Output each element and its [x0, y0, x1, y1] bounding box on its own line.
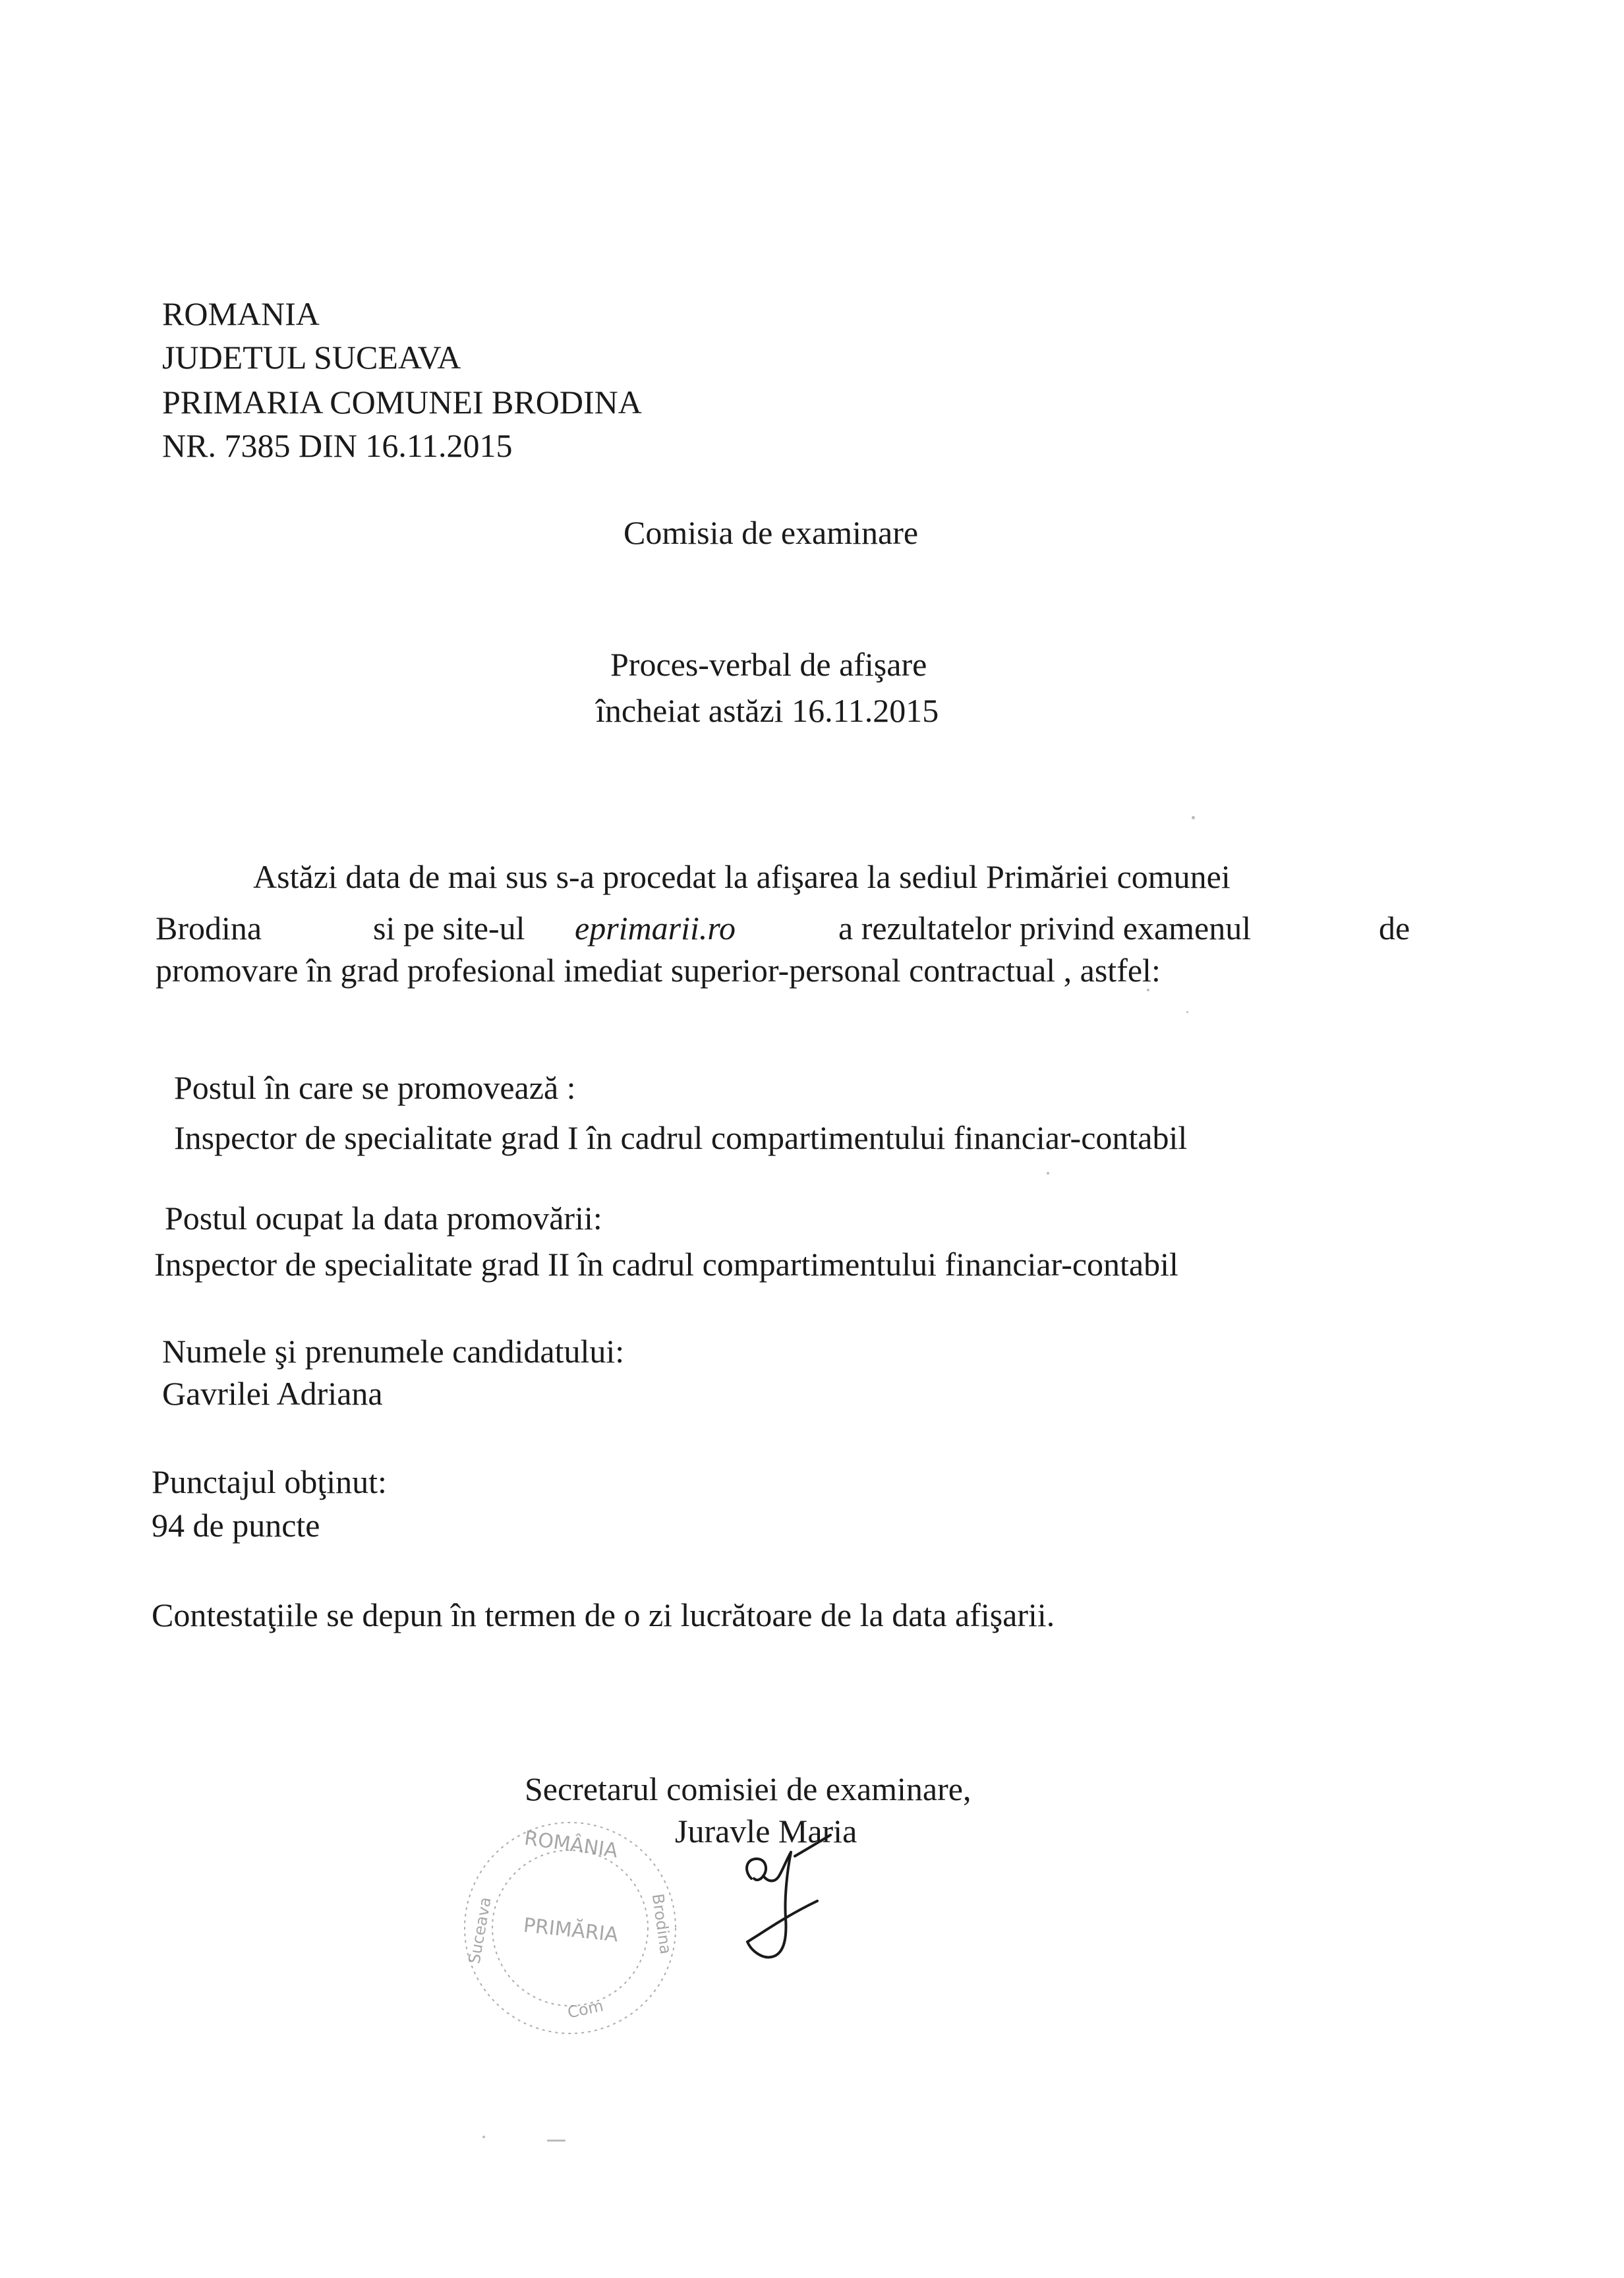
scan-speck	[547, 2140, 566, 2142]
scan-speck	[1192, 816, 1195, 819]
website-name: eprimarii.ro	[575, 910, 736, 947]
body-line-3: promovare în grad profesional imediat superior-personal contractual , astfel:	[156, 952, 1161, 989]
stamp-left-text: Suceava	[465, 1895, 495, 1966]
stamp-right-text: Brodina	[648, 1892, 676, 1956]
signatory-name: Juravle Maria	[675, 1813, 857, 1850]
header-institution: PRIMARIA COMUNEI BRODINA	[162, 384, 642, 421]
score-label: Punctajul obţinut:	[152, 1463, 387, 1500]
document-title: Proces-verbal de afişare	[610, 646, 927, 683]
body-line-2a: Brodina	[156, 910, 262, 947]
body-line-1: Astăzi data de mai sus s-a procedat la afişarea la sediul Primăriei comunei	[253, 858, 1231, 895]
official-stamp	[455, 1813, 685, 2043]
score-value: 94 de puncte	[152, 1507, 320, 1544]
scan-speck	[1047, 1172, 1049, 1175]
scan-speck	[1186, 1011, 1188, 1013]
body-line-2c: a rezultatelor privind examenul	[838, 910, 1252, 947]
header-registration-number: NR. 7385 DIN 16.11.2015	[162, 427, 513, 464]
position-held-value: Inspector de specialitate grad II în cadrul compartimentului financiar-contabil	[154, 1246, 1178, 1283]
body-line-2d: de	[1379, 910, 1410, 947]
position-promoted-label: Postul în care se promovează :	[174, 1069, 576, 1106]
header-country: ROMANIA	[162, 295, 320, 332]
stamp-top-text: ROMÂNIA	[523, 1826, 620, 1863]
header-county: JUDETUL SUCEAVA	[162, 339, 461, 376]
position-held-label: Postul ocupat la data promovării:	[165, 1200, 602, 1237]
candidate-label: Numele şi prenumele candidatului:	[162, 1333, 625, 1370]
handwritten-signature	[732, 1832, 837, 1964]
body-line-2b: si pe site-ul	[373, 910, 525, 947]
candidate-name: Gavrilei Adriana	[162, 1375, 383, 1412]
committee-heading: Comisia de examinare	[624, 514, 919, 551]
document-date-line: încheiat astăzi 16.11.2015	[596, 692, 939, 729]
signatory-role: Secretarul comisiei de examinare,	[525, 1770, 972, 1807]
stamp-bottom-text: Com	[566, 1996, 606, 2022]
appeals-notice: Contestaţiile se depun în termen de o zi lucrătoare de la data afişarii.	[152, 1596, 1055, 1633]
scan-speck	[1147, 989, 1149, 991]
stamp-center-text: PRIMĂRIA	[522, 1913, 620, 1947]
scan-speck	[482, 2136, 485, 2138]
position-promoted-value: Inspector de specialitate grad I în cadrul compartimentului financiar-contabil	[174, 1119, 1188, 1156]
